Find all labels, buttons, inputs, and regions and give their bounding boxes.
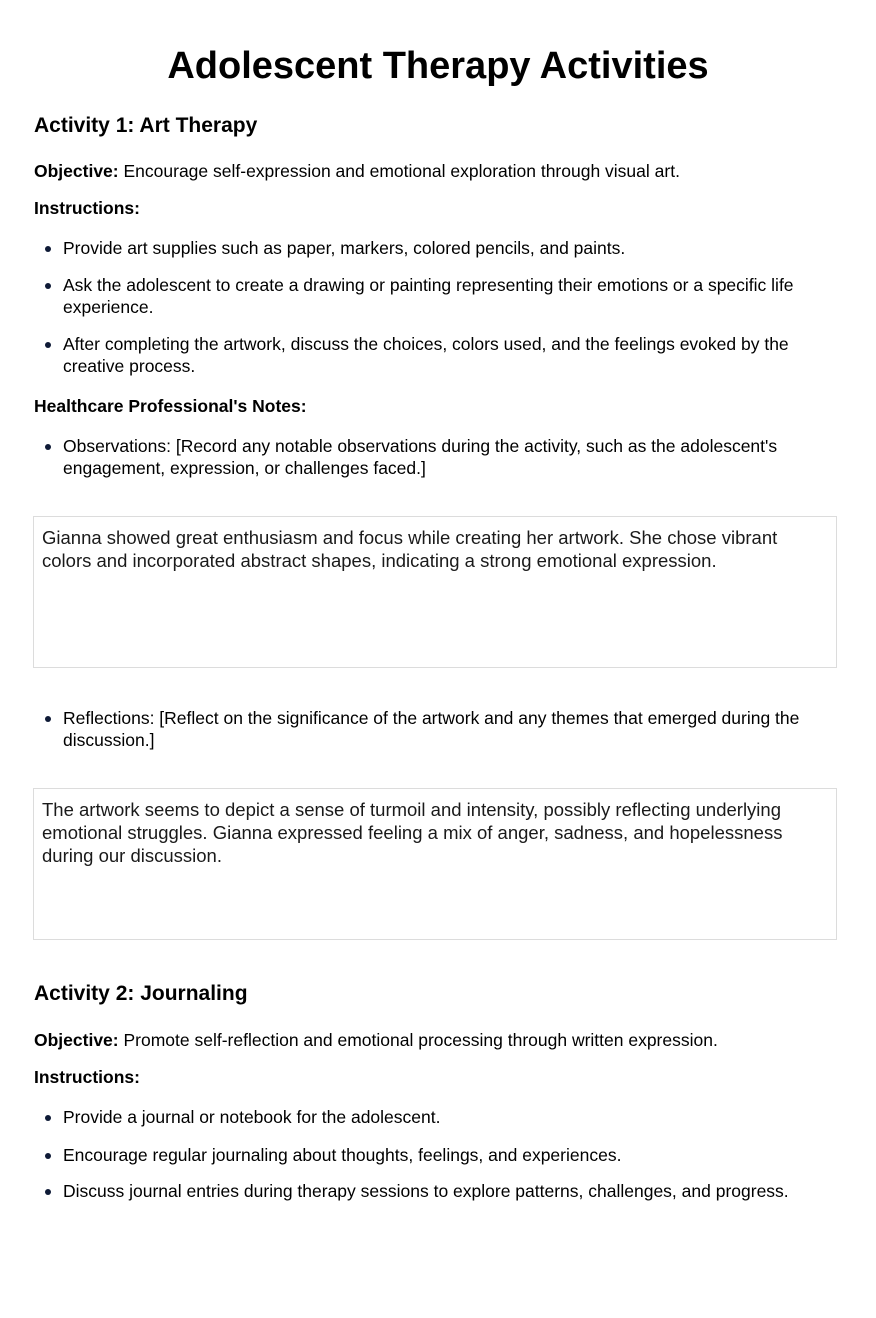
activity-1-heading: Activity 1: Art Therapy bbox=[34, 114, 258, 137]
objective-text: Promote self-reflection and emotional processing through written expression. bbox=[123, 1030, 718, 1050]
notes-label: Healthcare Professional's Notes: bbox=[34, 396, 307, 416]
observations-response-box[interactable]: Gianna showed great enthusiasm and focus while creating her artwork. She chose vibrant colors and incorporated abstract shapes, indicating a strong emotional expression. bbox=[33, 516, 837, 668]
instruction-item: Provide a journal or notebook for the adolescent. bbox=[34, 1106, 834, 1128]
activity-1-instructions-label bbox=[34, 197, 140, 219]
reflections-prompt-list bbox=[34, 707, 834, 751]
activity-1-objective bbox=[34, 160, 680, 182]
observations-prompt: Observations: [Record any notable observations during the activity, such as the adolescent's engagement, expression, or challenges faced.] bbox=[34, 435, 834, 479]
observations-prompt-list bbox=[34, 435, 834, 479]
activity-2-heading: Activity 2: Journaling bbox=[34, 982, 248, 1005]
activity-1-instructions-list bbox=[34, 237, 834, 377]
activity-2-instructions-label bbox=[34, 1066, 140, 1088]
instructions-label: Instructions: bbox=[34, 1067, 140, 1087]
instruction-item: Discuss journal entries during therapy sessions to explore patterns, challenges, and progress. bbox=[34, 1180, 834, 1202]
reflections-response-box[interactable]: The artwork seems to depict a sense of turmoil and intensity, possibly reflecting underlying emotional struggles. Gianna expressed feeling a mix of anger, sadness, and hopelessness during our discussion. bbox=[33, 788, 837, 940]
objective-label: Objective: bbox=[34, 1030, 119, 1050]
reflections-prompt: Reflections: [Reflect on the significance of the artwork and any themes that emerged during the discussion.] bbox=[34, 707, 834, 751]
instruction-item: Ask the adolescent to create a drawing or painting representing their emotions or a specific life experience. bbox=[34, 274, 834, 318]
activity-2-instructions-list bbox=[34, 1106, 834, 1202]
activity-2-objective bbox=[34, 1029, 718, 1051]
instruction-item: Encourage regular journaling about thoughts, feelings, and experiences. bbox=[34, 1144, 834, 1166]
instructions-label: Instructions: bbox=[34, 198, 140, 218]
objective-label: Objective: bbox=[34, 161, 119, 181]
objective-text: Encourage self-expression and emotional exploration through visual art. bbox=[123, 161, 680, 181]
instruction-item: Provide art supplies such as paper, markers, colored pencils, and paints. bbox=[34, 237, 834, 259]
page-title: Adolescent Therapy Activities bbox=[167, 45, 709, 87]
instruction-item: After completing the artwork, discuss the choices, colors used, and the feelings evoked by the creative process. bbox=[34, 333, 834, 377]
